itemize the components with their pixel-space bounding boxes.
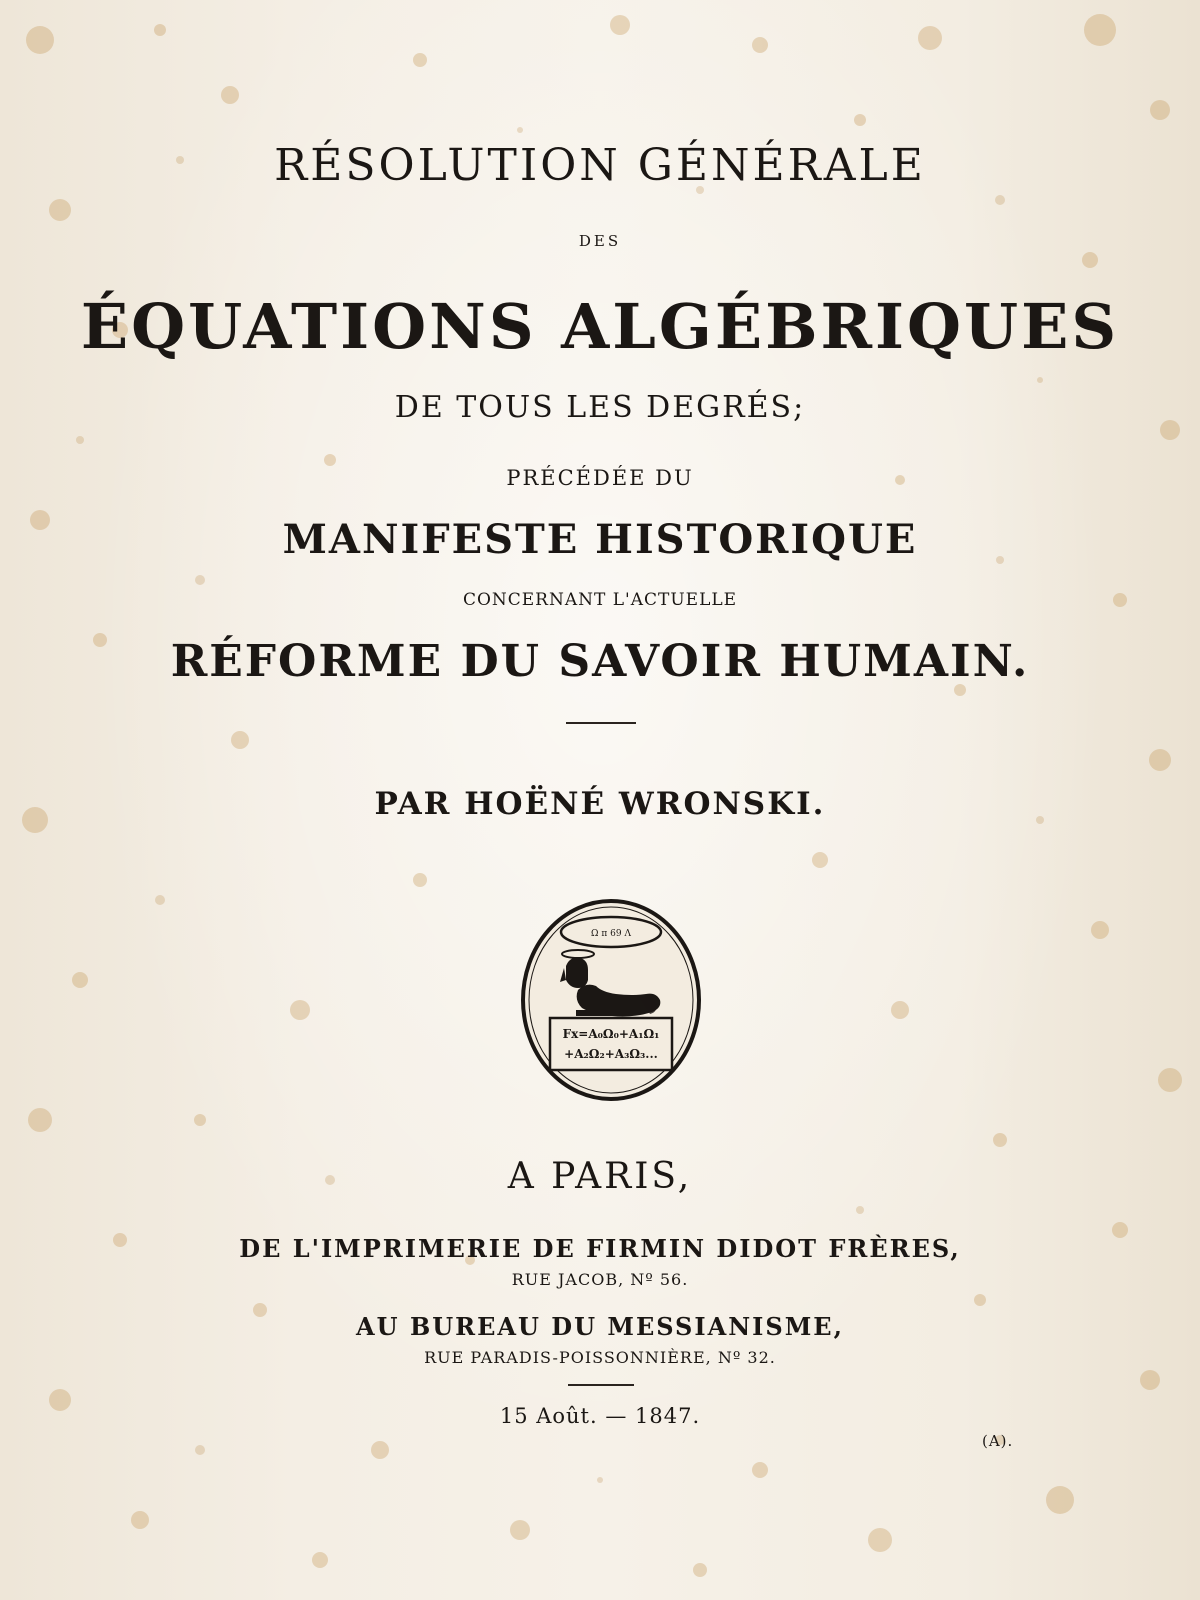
reform-title: RÉFORME DU SAVOIR HUMAIN.	[170, 636, 1030, 687]
seal-formula-line-1: Fx=A₀Ω₀+A₁Ω₁	[562, 1027, 660, 1041]
preceded-label: PRÉCÉDÉE DU	[506, 466, 694, 490]
divider-rule	[566, 722, 636, 724]
manifesto-title: MANIFESTE HISTORIQUE	[282, 516, 918, 563]
title-line-3: DE TOUS LES DEGRÉS;	[394, 390, 806, 425]
imprint-bureau: AU BUREAU DU MESSIANISME,	[356, 1312, 844, 1341]
signature-mark: (A).	[982, 1432, 1014, 1450]
imprint-bureau-address: RUE PARADIS-POISSONNIÈRE, Nº 32.	[424, 1348, 776, 1367]
seal-ring-text: Ω π 69 Λ	[591, 929, 631, 939]
imprint-divider-rule	[568, 1384, 634, 1386]
author-line: PAR HOËNÉ WRONSKI.	[374, 786, 826, 822]
main-title: ÉQUATIONS ALGÉBRIQUES	[80, 290, 1120, 363]
imprint-city: A PARIS,	[507, 1156, 693, 1197]
imprint-date: 15 Août. — 1847.	[499, 1404, 701, 1428]
imprint-printer-address: RUE JACOB, Nº 56.	[511, 1270, 689, 1289]
concerning-label: CONCERNANT L'ACTUELLE	[462, 590, 738, 610]
sphinx-seal-icon	[520, 898, 702, 1102]
imprint-printer: DE L'IMPRIMERIE DE FIRMIN DIDOT FRÈRES,	[239, 1234, 961, 1263]
seal-formula-line-2: +A₂Ω₂+A₃Ω₃...	[564, 1047, 658, 1061]
title-line-1: RÉSOLUTION GÉNÉRALE	[274, 140, 926, 191]
title-connector: DES	[578, 232, 622, 250]
